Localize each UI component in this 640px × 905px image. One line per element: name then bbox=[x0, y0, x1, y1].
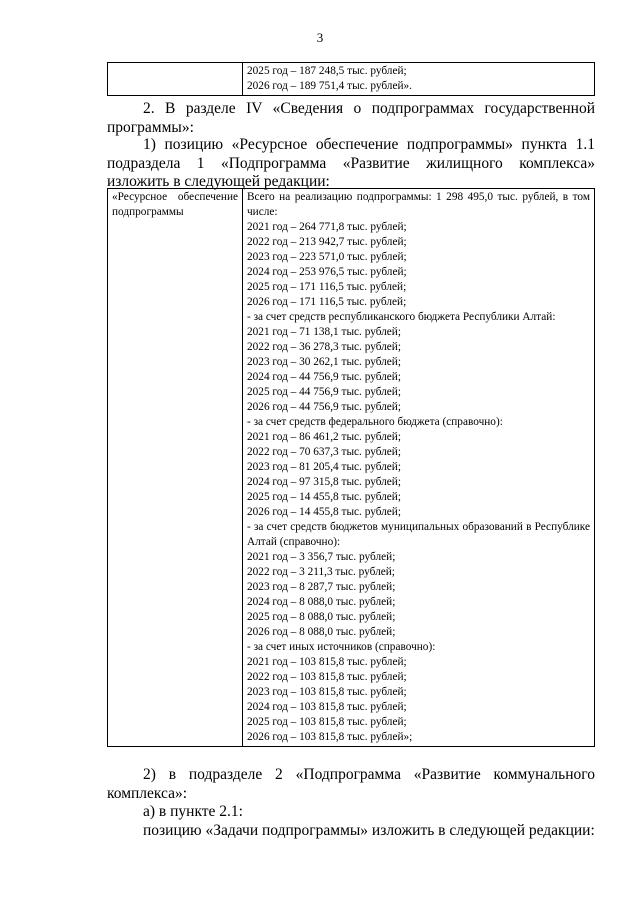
year-line: 2026 год – 8 088,0 тыс. рублей; bbox=[247, 626, 396, 638]
continuation-table-right-cell bbox=[243, 63, 595, 96]
total-line: Всего на реализацию подпрограммы: 1 298 495,0 тыс. рублей, в том числе: bbox=[247, 191, 590, 218]
year-line: 2026 год – 14 455,8 тыс. рублей; bbox=[247, 506, 401, 518]
year-line: 2021 год – 3 356,7 тыс. рублей; bbox=[247, 551, 396, 563]
year-line: 2021 год – 86 461,2 тыс. рублей; bbox=[247, 431, 401, 443]
continuation-table-left-cell bbox=[108, 63, 243, 96]
year-line: 2023 год – 81 205,4 тыс. рублей; bbox=[247, 461, 401, 473]
year-line: 2021 год – 264 771,8 тыс. рублей; bbox=[247, 221, 407, 233]
total-years-list bbox=[247, 220, 590, 310]
year-line: 2024 год – 8 088,0 тыс. рублей; bbox=[247, 596, 396, 608]
municipal-heading: - за счет средств бюджетов муниципальных образований в Республике Алтай (справочно): bbox=[247, 521, 590, 548]
year-line: 2021 год – 71 138,1 тыс. рублей; bbox=[247, 326, 401, 338]
year-line: 2024 год – 103 815,8 тыс. рублей; bbox=[247, 701, 407, 713]
year-line: 2022 год – 70 637,3 тыс. рублей; bbox=[247, 446, 401, 458]
resource-table bbox=[107, 188, 595, 747]
year-line: 2025 год – 103 815,8 тыс. рублей; bbox=[247, 716, 407, 728]
other-years-list bbox=[247, 655, 590, 745]
year-line: 2025 год – 44 756,9 тыс. рублей; bbox=[247, 386, 401, 398]
paragraph-communal-subsection: 2) в подразделе 2 «Подпрограмма «Развитие коммунального комплекса»: bbox=[107, 766, 595, 802]
paragraph-item-2-1: а) в пункте 2.1: bbox=[143, 803, 243, 820]
year-line: 2026 год – 171 116,5 тыс. рублей; bbox=[247, 296, 407, 308]
republic-years-list bbox=[247, 325, 590, 415]
paragraph-tasks-position: позицию «Задачи подпрограммы» изложить в следующей редакции: bbox=[143, 822, 595, 839]
paragraph-resource-position: 1) позицию «Ресурсное обеспечение подпрограммы» пункта 1.1 подраздела 1 «Подпрограмма «Развитие жилищного комплекса» изложить в следующей редакции: bbox=[107, 136, 595, 190]
continuation-table bbox=[107, 62, 595, 96]
paragraph-section-iv: 2. В разделе IV «Сведения о подпрограммах государственной программы»: bbox=[107, 100, 595, 136]
year-line: 2022 год – 36 278,3 тыс. рублей; bbox=[247, 341, 401, 353]
federal-years-list bbox=[247, 430, 590, 520]
page-number: 3 bbox=[316, 30, 324, 45]
other-heading: - за счет иных источников (справочно): bbox=[247, 641, 436, 653]
year-line: 2024 год – 253 976,5 тыс. рублей; bbox=[247, 266, 407, 278]
year-line: 2023 год – 30 262,1 тыс. рублей; bbox=[247, 356, 401, 368]
year-line: 2025 год – 171 116,5 тыс. рублей; bbox=[247, 281, 407, 293]
year-line: 2026 год – 103 815,8 тыс. рублей»; bbox=[247, 731, 413, 743]
year-line: 2022 год – 103 815,8 тыс. рублей; bbox=[247, 671, 407, 683]
year-line: 2024 год – 44 756,9 тыс. рублей; bbox=[247, 371, 401, 383]
municipal-years-list bbox=[247, 550, 590, 640]
resource-table-label: «Ресурсное обеспечение подпрограммы bbox=[108, 189, 243, 747]
republic-heading: - за счет средств республиканского бюджета Республики Алтай: bbox=[247, 311, 556, 323]
federal-heading: - за счет средств федерального бюджета (справочно): bbox=[247, 416, 503, 428]
year-line: 2023 год – 8 287,7 тыс. рублей; bbox=[247, 581, 396, 593]
table-line: 2026 год – 189 751,4 тыс. рублей». bbox=[247, 80, 412, 92]
year-line: 2025 год – 8 088,0 тыс. рублей; bbox=[247, 611, 396, 623]
year-line: 2023 год – 103 815,8 тыс. рублей; bbox=[247, 686, 407, 698]
year-line: 2025 год – 14 455,8 тыс. рублей; bbox=[247, 491, 401, 503]
year-line: 2026 год – 44 756,9 тыс. рублей; bbox=[247, 401, 401, 413]
year-line: 2023 год – 223 571,0 тыс. рублей; bbox=[247, 251, 407, 263]
year-line: 2022 год – 213 942,7 тыс. рублей; bbox=[247, 236, 407, 248]
table-line: 2025 год – 187 248,5 тыс. рублей; bbox=[247, 65, 407, 77]
resource-table-content bbox=[243, 189, 595, 747]
year-line: 2024 год – 97 315,8 тыс. рублей; bbox=[247, 476, 401, 488]
year-line: 2021 год – 103 815,8 тыс. рублей; bbox=[247, 656, 407, 668]
year-line: 2022 год – 3 211,3 тыс. рублей; bbox=[247, 566, 395, 578]
